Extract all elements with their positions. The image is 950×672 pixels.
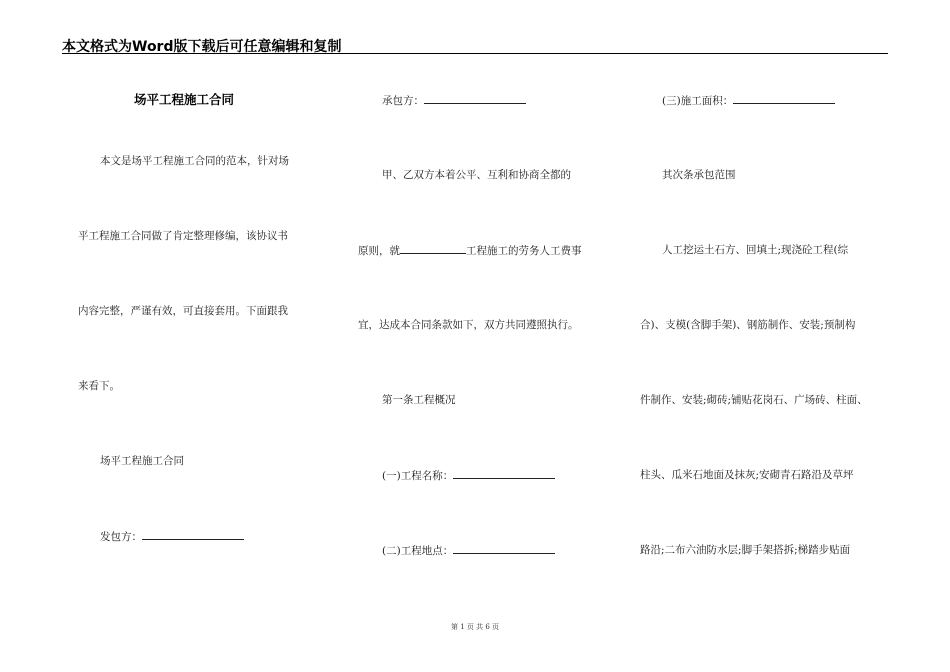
area-label: (三)施工面积： xyxy=(662,95,734,107)
project-name-blank xyxy=(453,468,555,479)
contractor-field xyxy=(382,93,526,108)
column-middle xyxy=(358,0,618,640)
subtitle-line: 场平工程施工合同 xyxy=(100,455,184,467)
paragraph-line: 人工挖运土石方、回填土;现浇砼工程(综 xyxy=(662,244,849,256)
employer-label: 发包方： xyxy=(100,531,142,543)
section-heading: 其次条承包范围 xyxy=(662,169,736,181)
document-header: 本文格式为Word版下载后可任意编辑和复制 xyxy=(62,39,342,55)
paragraph-line: 柱头、瓜米石地面及抹灰;安砌青石路沿及草坪 xyxy=(640,469,854,481)
project-blank xyxy=(400,243,466,254)
page-number-footer: 第 1 页 共 6 页 xyxy=(450,623,500,631)
area-blank xyxy=(733,93,835,104)
employer-field xyxy=(100,529,244,544)
section-heading: 第一条工程概况 xyxy=(382,394,456,406)
employer-blank xyxy=(142,529,244,540)
intro-text-post: 工程施工的劳务人工费事 xyxy=(466,245,582,257)
contractor-label: 承包方： xyxy=(382,95,424,107)
project-location-label: (二)工程地点： xyxy=(382,545,454,557)
paragraph-line: 路沿;二布六油防水层;脚手架搭拆;梯踏步贴面 xyxy=(640,544,851,556)
paragraph-line: 本文是场平工程施工合同的范本，针对场 xyxy=(100,155,289,167)
paragraph-line: 平工程施工合同做了肯定整理修编，该协议书 xyxy=(78,230,288,242)
intro-text-pre: 原则，就 xyxy=(358,245,400,257)
paragraph-line xyxy=(358,243,582,258)
area-field xyxy=(662,93,835,108)
project-location-blank xyxy=(453,543,555,554)
paragraph-line: 件制作、安装;砌砖;铺贴花岗石、广场砖、柱面、 xyxy=(640,394,868,406)
project-location-field xyxy=(382,543,555,558)
column-right xyxy=(640,0,900,640)
paragraph-line: 来看下。 xyxy=(78,380,120,392)
contractor-blank xyxy=(424,93,526,104)
project-name-field xyxy=(382,468,555,483)
document-title: 场平工程施工合同 xyxy=(134,92,235,107)
project-name-label: (一)工程名称： xyxy=(382,470,454,482)
paragraph-line: 内容完整，严谨有效，可直接套用。下面跟我 xyxy=(78,305,288,317)
paragraph-line: 合)、支模(含脚手架)、钢筋制作、安装;预制构 xyxy=(640,319,856,331)
paragraph-line: 宜，达成本合同条款如下，双方共同遵照执行。 xyxy=(358,319,579,331)
column-left xyxy=(78,0,338,640)
paragraph-line: 甲、乙双方本着公平、互利和协商全都的 xyxy=(382,169,571,181)
